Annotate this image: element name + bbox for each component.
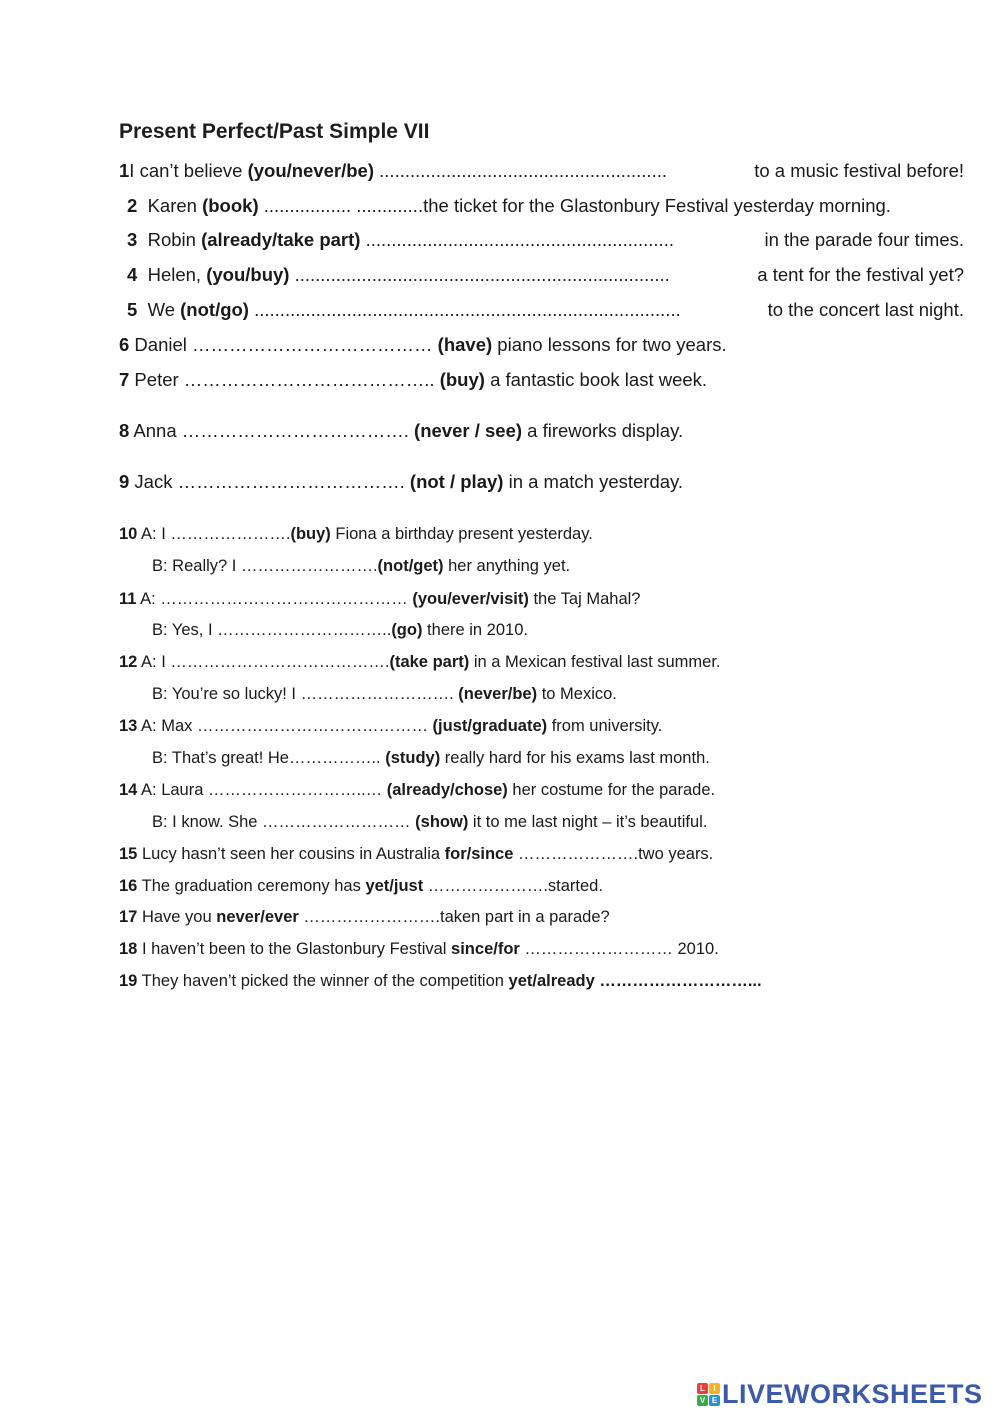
item-text: We [147,299,181,320]
item-17 [119,907,610,927]
answer-blank[interactable]: …………………….taken part in a parade? [298,908,610,926]
item-14-b [152,812,707,832]
item-ending: piano lessons for two years. [492,334,727,355]
verb-prompt: (not / play) [409,471,504,492]
verb-prompt: (buy) [439,369,485,390]
verb-prompt: (already/chose) [386,781,508,799]
logo-mark-tile: E [709,1395,720,1406]
verb-prompt: (book) [202,195,259,216]
answer-blank[interactable]: ………………………... [594,972,762,990]
item-text[interactable]: B: Yes, I ………………………….. [152,621,392,639]
item-12-a [119,652,721,672]
answer-blank[interactable]: ……………………… 2010. [519,940,719,958]
item-ending: from university. [547,717,663,735]
item-8 [119,420,683,442]
choice-prompt: for/since [444,845,514,863]
item-number: 3 [127,229,138,250]
item-ending: in a match yesterday. [503,471,684,492]
logo-mark-tile: V [697,1395,708,1406]
item-text[interactable]: B: Really? I ……………………. [152,557,378,575]
item-ending: really hard for his exams last month. [440,749,710,767]
item-ending: to a music festival before! [754,160,964,181]
logo-text: LIVEWORKSHEETS [722,1379,983,1409]
item-number: 6 [119,334,130,355]
item-number: 11 [119,590,137,608]
item-13-b [152,748,710,768]
item-5 [119,299,964,321]
answer-blank[interactable]: ………………….started. [423,877,603,895]
item-14-a [119,780,715,800]
verb-prompt: (you/buy) [206,264,290,285]
item-ending: her anything yet. [443,557,571,575]
item-ending: a fireworks display. [522,420,684,441]
item-ending: in the parade four times. [764,229,964,250]
item-text: Robin [147,229,202,250]
item-ending: to the concert last night. [767,299,964,320]
item-ending: in a Mexican festival last summer. [469,653,721,671]
verb-prompt: (show) [415,813,469,831]
verb-prompt: (not/get) [377,557,444,575]
item-text: Lucy hasn’t seen her cousins in Australia [137,845,445,863]
item-13-a [119,716,662,736]
item-text[interactable]: B: That’s great! He…………….. [152,749,386,767]
item-text: I can’t believe [129,160,248,181]
item-16 [119,876,603,896]
item-number: 18 [119,940,138,958]
item-text[interactable]: A: Max …………………………………… [137,717,433,735]
item-text[interactable]: A: Laura ………………………..… [137,781,387,799]
worksheet-title: Present Perfect/Past Simple VII [119,120,430,143]
choice-prompt: never/ever [216,908,299,926]
item-18 [119,939,719,959]
item-3 [119,229,964,251]
logo-mark-tile: I [709,1383,720,1394]
item-number: 17 [119,908,138,926]
answer-blank[interactable]: ................. ............. [258,195,424,216]
verb-prompt: (study) [385,749,441,767]
verb-prompt: (go) [391,621,423,639]
answer-blank[interactable]: ................................................................................... [248,299,681,320]
item-number: 2 [127,195,138,216]
item-text[interactable]: B: You’re so lucky! I ………………………. [152,685,459,703]
item-number: 19 [119,972,138,990]
item-ending: the Taj Mahal? [528,590,641,608]
item-number: 10 [119,525,138,543]
verb-prompt: (not/go) [180,299,249,320]
item-text[interactable]: B: I know. She ……………………… [152,813,416,831]
choice-prompt: yet/already [508,972,595,990]
logo-mark-icon [697,1383,720,1406]
item-number: 15 [119,845,138,863]
item-number: 4 [127,264,138,285]
item-15 [119,844,713,864]
item-ending: to Mexico. [537,685,617,703]
item-number: 14 [119,781,138,799]
item-text[interactable]: A: ……………………………………… [136,590,413,608]
liveworksheets-logo [697,1379,983,1410]
item-number: 1 [119,160,130,181]
item-text: I haven’t been to the Glastonbury Festival [137,940,452,958]
item-ending: Fiona a birthday present yesterday. [330,525,593,543]
verb-prompt: (take part) [389,653,470,671]
item-text[interactable]: Daniel ………………………………… [129,334,438,355]
answer-blank[interactable]: ......................................................................... [289,264,670,285]
item-number: 12 [119,653,138,671]
choice-prompt: yet/just [365,877,424,895]
verb-prompt: (never/be) [458,685,538,703]
answer-blank[interactable]: ........................................................ [374,160,667,181]
item-text: The graduation ceremony has [137,877,366,895]
item-11-a [119,589,640,609]
verb-prompt: (just/graduate) [432,717,548,735]
verb-prompt: (you/ever/visit) [412,590,529,608]
item-number: 9 [119,471,130,492]
item-ending: the ticket for the Glastonbury Festival yesterday morning. [423,195,891,216]
item-ending: there in 2010. [422,621,528,639]
item-number: 7 [119,369,130,390]
item-number: 8 [119,420,130,441]
item-11-b [152,620,528,640]
verb-prompt: (never / see) [414,420,523,441]
item-6 [119,334,727,356]
item-ending: a fantastic book last week. [484,369,708,390]
item-text[interactable]: Jack ………………………………. [129,471,410,492]
item-number: 13 [119,717,138,735]
item-ending: it to me last night – it’s beautiful. [468,813,708,831]
item-10-a [119,524,593,544]
item-10-b [152,556,570,576]
item-text[interactable]: Peter ………………………………….. [129,369,440,390]
item-ending: a tent for the festival yet? [757,264,964,285]
item-text[interactable]: Anna ………………………………. [129,420,415,441]
item-text: Helen, [147,264,207,285]
choice-prompt: since/for [451,940,520,958]
item-9 [119,471,683,493]
item-number: 5 [127,299,138,320]
verb-prompt: (you/never/be) [247,160,375,181]
item-number: 16 [119,877,138,895]
verb-prompt: (buy) [290,525,331,543]
item-19 [119,971,762,991]
item-text: Karen [147,195,203,216]
item-ending: her costume for the parade. [507,781,716,799]
logo-mark-tile: L [697,1383,708,1394]
item-text[interactable]: A: I …………………. [137,525,291,543]
item-2 [119,195,964,217]
item-text: They haven’t picked the winner of the competition [137,972,509,990]
item-text[interactable]: A: I …………………………………. [137,653,390,671]
verb-prompt: (already/take part) [201,229,361,250]
item-1 [119,160,964,182]
verb-prompt: (have) [437,334,493,355]
item-7 [119,369,707,391]
answer-blank[interactable]: ............................................................ [360,229,674,250]
item-text: Have you [137,908,217,926]
item-12-b [152,684,617,704]
answer-blank[interactable]: ………………….two years. [513,845,714,863]
item-4 [119,264,964,286]
